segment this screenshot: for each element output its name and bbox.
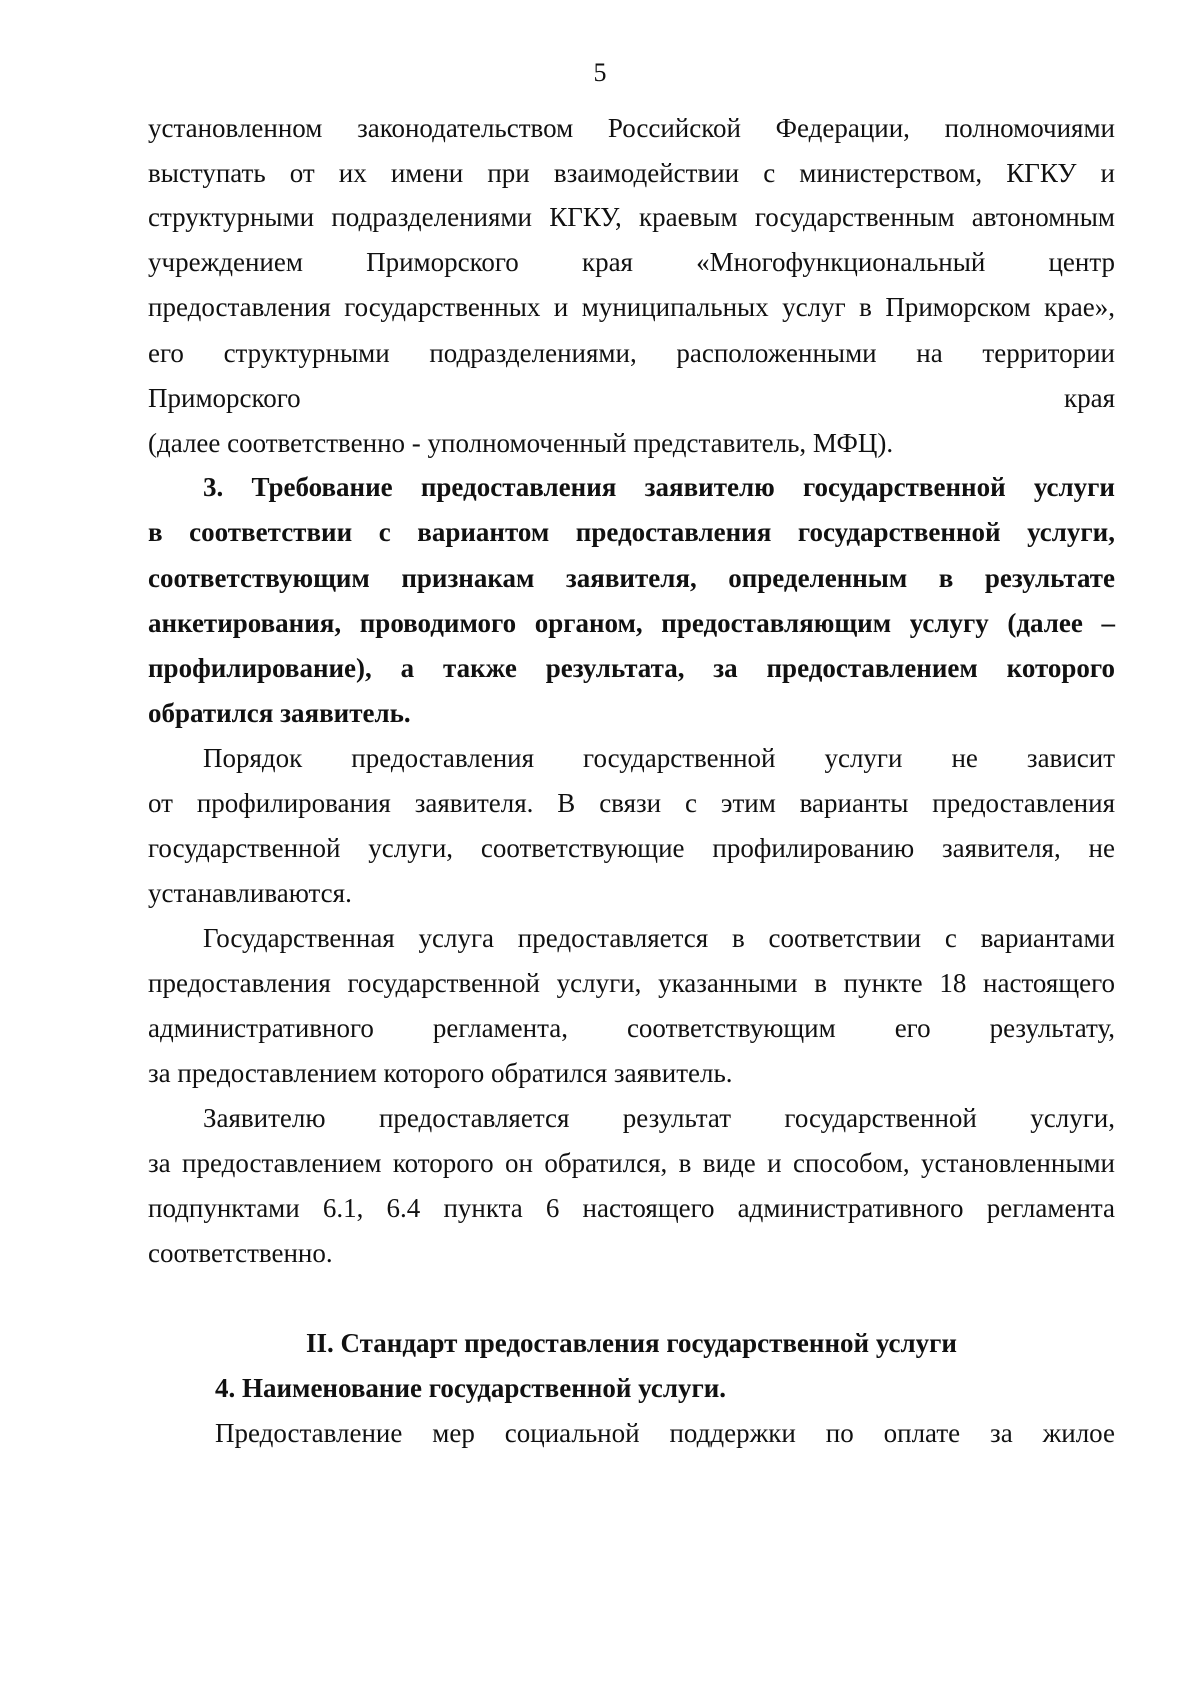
section-heading-line: соответствующим признакам заявителя, определенным в результате [148, 563, 1115, 593]
text-line: от профилирования заявителя. В связи с этим варианты предоставления [148, 788, 1115, 818]
subsection-heading: 4. Наименование государственной услуги. [215, 1373, 727, 1403]
section-heading-line: в соответствии с вариантом предоставления государственной услуги, [148, 517, 1115, 547]
text-line: за предоставлением которого обратился заявитель. [148, 1058, 733, 1088]
text-line: (далее соответственно - уполномоченный представитель, МФЦ). [148, 428, 894, 458]
text-line: за предоставлением которого он обратился, в виде и способом, установленными [148, 1148, 1115, 1178]
text-line: предоставления государственной услуги, указанными в пункте 18 настоящего [148, 968, 1115, 998]
text-line: Заявителю предоставляется результат государственной услуги, [203, 1103, 1115, 1133]
text-line: подпунктами 6.1, 6.4 пункта 6 настоящего административного регламента [148, 1193, 1115, 1223]
text-line: Государственная услуга предоставляется в соответствии с вариантами [203, 923, 1115, 953]
text-line: предоставления государственных и муниципальных услуг в Приморском крае», [148, 292, 1115, 322]
section-heading-line: профилирование), а также результата, за предоставлением которого [148, 653, 1115, 683]
text-line: структурными подразделениями КГКУ, краевым государственным автономным [148, 202, 1115, 232]
section-heading-line: анкетирования, проводимого органом, предоставляющим услугу (далее – [148, 608, 1115, 638]
text-line: соответственно. [148, 1238, 333, 1268]
text-line: его структурными подразделениями, расположенными на территории [148, 338, 1115, 368]
text-line: устанавливаются. [148, 878, 352, 908]
section-heading-line: 3. Требование предоставления заявителю государственной услуги [203, 472, 1115, 502]
text-line: установленном законодательством Российской Федерации, полномочиями [148, 113, 1115, 143]
section-heading-line: обратился заявитель. [148, 698, 411, 728]
text-line: Приморского края [148, 383, 1115, 413]
page-number: 5 [593, 58, 607, 87]
text-line: выступать от их имени при взаимодействии с министерством, КГКУ и [148, 158, 1115, 188]
text-line: учреждением Приморского края «Многофункциональный центр [148, 247, 1115, 277]
chapter-heading: II. Стандарт предоставления государственной услуги [306, 1328, 957, 1358]
text-line: государственной услуги, соответствующие профилированию заявителя, не [148, 833, 1115, 863]
text-line: Порядок предоставления государственной услуги не зависит [203, 743, 1115, 773]
text-line: административного регламента, соответствующим его результату, [148, 1013, 1115, 1043]
text-line: Предоставление мер социальной поддержки по оплате за жилое [215, 1418, 1115, 1448]
